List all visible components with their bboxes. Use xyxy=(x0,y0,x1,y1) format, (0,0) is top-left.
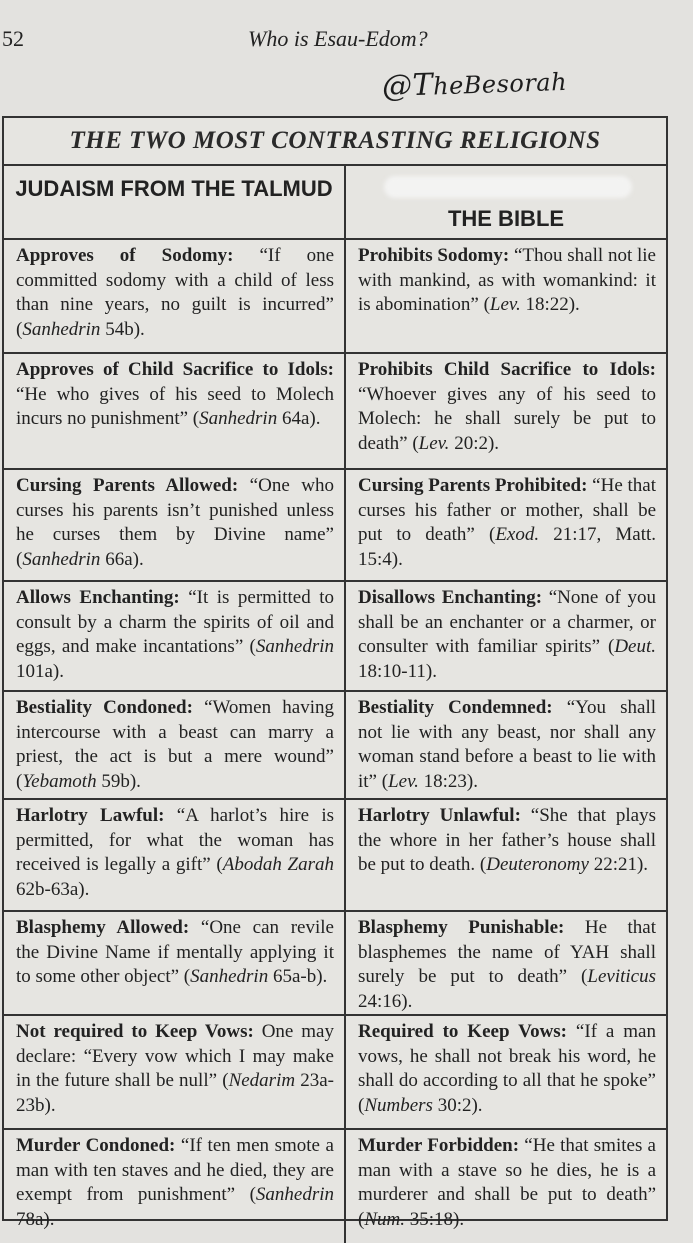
cell-quote: He that blasphemes the name of YAH shall surely be put to death” ( xyxy=(358,917,656,987)
bible-cell xyxy=(346,692,666,798)
talmud-cell xyxy=(4,470,346,580)
talmud-cell xyxy=(4,912,346,1014)
cell-source: Yebamoth xyxy=(22,770,97,792)
bible-cell xyxy=(346,800,666,910)
bible-cell xyxy=(346,354,666,468)
cell-lead: Bestiality Condemned: xyxy=(358,697,553,718)
cell-citation: 18:10-11). xyxy=(358,660,437,682)
cell-citation: 35:18). xyxy=(404,1208,465,1230)
bible-cell xyxy=(346,470,666,580)
cell-citation: 18:22). xyxy=(520,294,580,315)
cell-source: Nedarim xyxy=(228,1070,296,1091)
table-row xyxy=(4,354,666,470)
cell-source: Numbers xyxy=(364,1094,433,1116)
running-title: Who is Esau-Edom? xyxy=(248,26,428,51)
cell-citation: 78a). xyxy=(16,1208,55,1230)
table-row xyxy=(4,1130,666,1243)
comparison-table xyxy=(2,116,668,1230)
table-rows xyxy=(4,240,666,1243)
cell-lead: Cursing Parents Allowed: xyxy=(16,475,239,496)
cell-quote: “One who curses his parents isn’t punished unless he curses them by Divine name” ( xyxy=(16,475,334,570)
cell-source: Sanhedrin xyxy=(22,548,101,570)
talmud-cell xyxy=(4,1016,346,1128)
talmud-cell xyxy=(4,582,346,690)
cell-source: Lev. xyxy=(418,432,450,454)
cell-source: Abodah Zarah xyxy=(222,854,334,875)
redaction-bar xyxy=(384,176,632,198)
cell-source: Num. xyxy=(364,1208,405,1230)
cell-lead: Murder Forbidden: xyxy=(358,1135,520,1156)
bible-cell xyxy=(346,912,666,1014)
page-number: 52 xyxy=(2,26,24,51)
cell-source: Sanhedrin xyxy=(22,318,101,340)
bible-cell xyxy=(346,582,666,690)
talmud-cell xyxy=(4,692,346,798)
cell-source: Sanhedrin xyxy=(255,636,334,657)
cell-citation: 21:17, Matt. 15:4). xyxy=(358,524,656,570)
cell-citation: 66a). xyxy=(100,548,144,570)
cell-lead: Required to Keep Vows: xyxy=(358,1021,568,1042)
cell-source: Deut. xyxy=(614,636,656,657)
cell-lead: Harlotry Lawful: xyxy=(16,805,165,826)
bible-cell xyxy=(346,1016,666,1128)
talmud-cell xyxy=(4,240,346,352)
cell-citation: 18:23). xyxy=(418,770,478,792)
left-column-heading: JUDAISM FROM THE TALMUD xyxy=(4,166,346,238)
table-title: THE TWO MOST CONTRASTING RELIGIONS xyxy=(4,118,666,166)
cell-citation: 30:2). xyxy=(432,1094,483,1116)
cell-quote: “Women having intercourse with a beast can marry a priest, the act is but a mere wound” ( xyxy=(16,697,334,792)
cell-citation: 64a). xyxy=(277,408,321,429)
handwritten-tag: @TheBesorah xyxy=(381,67,568,105)
right-column-heading xyxy=(346,166,666,238)
cell-source: Lev. xyxy=(489,294,521,315)
cell-source: Lev. xyxy=(388,770,419,792)
cell-lead: Cursing Parents Prohibited: xyxy=(358,475,588,496)
bible-cell xyxy=(346,1130,666,1243)
cell-quote: “Whoever gives any of his seed to Molech: he shall surely be put to death” ( xyxy=(358,383,656,454)
table-row xyxy=(4,240,666,354)
cell-quote: “He that curses his father or mother, shall be put to death” ( xyxy=(358,475,656,545)
cell-citation: 22:21). xyxy=(588,854,649,875)
talmud-cell xyxy=(4,354,346,468)
cell-quote: “Thou shall not lie with mankind, as with womankind: it is abomination” ( xyxy=(358,245,656,315)
cell-quote: “None of you shall be an enchanter or a charmer, or consulter with familiar spirits” ( xyxy=(358,587,657,657)
cell-source: Exod. xyxy=(495,524,540,545)
cell-lead: Bestiality Condoned: xyxy=(16,697,193,718)
table-row xyxy=(4,800,666,912)
cell-quote: “If a man vows, he shall not break his word, he shall do according to all that he spoke” ( xyxy=(358,1021,656,1116)
cell-lead: Murder Condoned: xyxy=(16,1135,176,1156)
table-row xyxy=(4,470,666,582)
cell-lead: Disallows Enchanting: xyxy=(358,587,543,608)
talmud-cell xyxy=(4,1130,346,1243)
cell-quote: “She that plays the whore in her father’s house shall be put to death. ( xyxy=(358,805,657,875)
cell-citation: 54b). xyxy=(100,318,145,340)
table-row xyxy=(4,1016,666,1130)
cell-lead: Allows Enchanting: xyxy=(16,587,180,608)
cell-quote: “A harlot’s hire is permitted, for what the woman has received is legally a gift” ( xyxy=(16,805,334,875)
cell-lead: Prohibits Sodomy: xyxy=(358,245,510,266)
cell-source: Leviticus xyxy=(587,966,656,987)
cell-lead: Not required to Keep Vows: xyxy=(16,1021,254,1042)
cell-quote: “If ten men smote a man with ten staves and he died, they are exempt from punishment” ( xyxy=(16,1135,334,1205)
cell-source: Deuteronomy xyxy=(486,854,589,875)
right-column-heading-text: THE BIBLE xyxy=(447,206,565,231)
cell-quote: “He that smites a man with a stave so he dies, he is a murderer and shall be put to death” ( xyxy=(358,1135,656,1230)
cell-lead: Blasphemy Allowed: xyxy=(16,917,190,938)
cell-quote: “If one committed sodomy with a child of less than nine years, no guilt is incurred” ( xyxy=(16,245,334,340)
cell-citation: 101a). xyxy=(16,660,65,682)
table-row xyxy=(4,582,666,692)
cell-source: Sanhedrin xyxy=(190,966,269,987)
table-row xyxy=(4,692,666,800)
talmud-cell xyxy=(4,800,346,910)
bible-cell xyxy=(346,240,666,352)
cell-citation: 59b). xyxy=(96,770,141,792)
cell-citation: 20:2). xyxy=(449,432,500,454)
cell-citation: 24:16). xyxy=(358,990,413,1012)
cell-source: Sanhedrin xyxy=(255,1184,334,1205)
cell-quote: “It is permitted to consult by a charm the spirits of oil and eggs, and make incantations” ( xyxy=(16,587,334,657)
cell-citation: 23a-23b). xyxy=(16,1070,334,1116)
cell-quote: “He who gives of his seed to Molech incurs no punishment” ( xyxy=(16,383,334,429)
cell-quote: “One can revile the Divine Name if mentally applying it to some other object” ( xyxy=(16,917,334,987)
cell-lead: Approves of Sodomy: xyxy=(16,245,234,266)
cell-citation: 65a-b). xyxy=(268,966,328,987)
page-header xyxy=(0,22,693,62)
cell-lead: Blasphemy Punishable: xyxy=(358,917,565,938)
cell-lead: Prohibits Child Sacrifice to Idols: xyxy=(358,359,656,380)
cell-citation: 62b-63a). xyxy=(16,878,90,900)
cell-quote: “You shall not lie with any beast, nor shall any woman stand before a beast to lie with it” ( xyxy=(358,697,657,792)
cell-lead: Approves of Child Sacrifice to Idols: xyxy=(16,359,334,380)
column-headings xyxy=(4,166,666,240)
cell-lead: Harlotry Unlawful: xyxy=(358,805,521,826)
cell-quote: One may declare: “Every vow which I may make in the future shall be null” ( xyxy=(16,1021,334,1091)
table-row xyxy=(4,912,666,1016)
cell-source: Sanhedrin xyxy=(199,408,278,429)
